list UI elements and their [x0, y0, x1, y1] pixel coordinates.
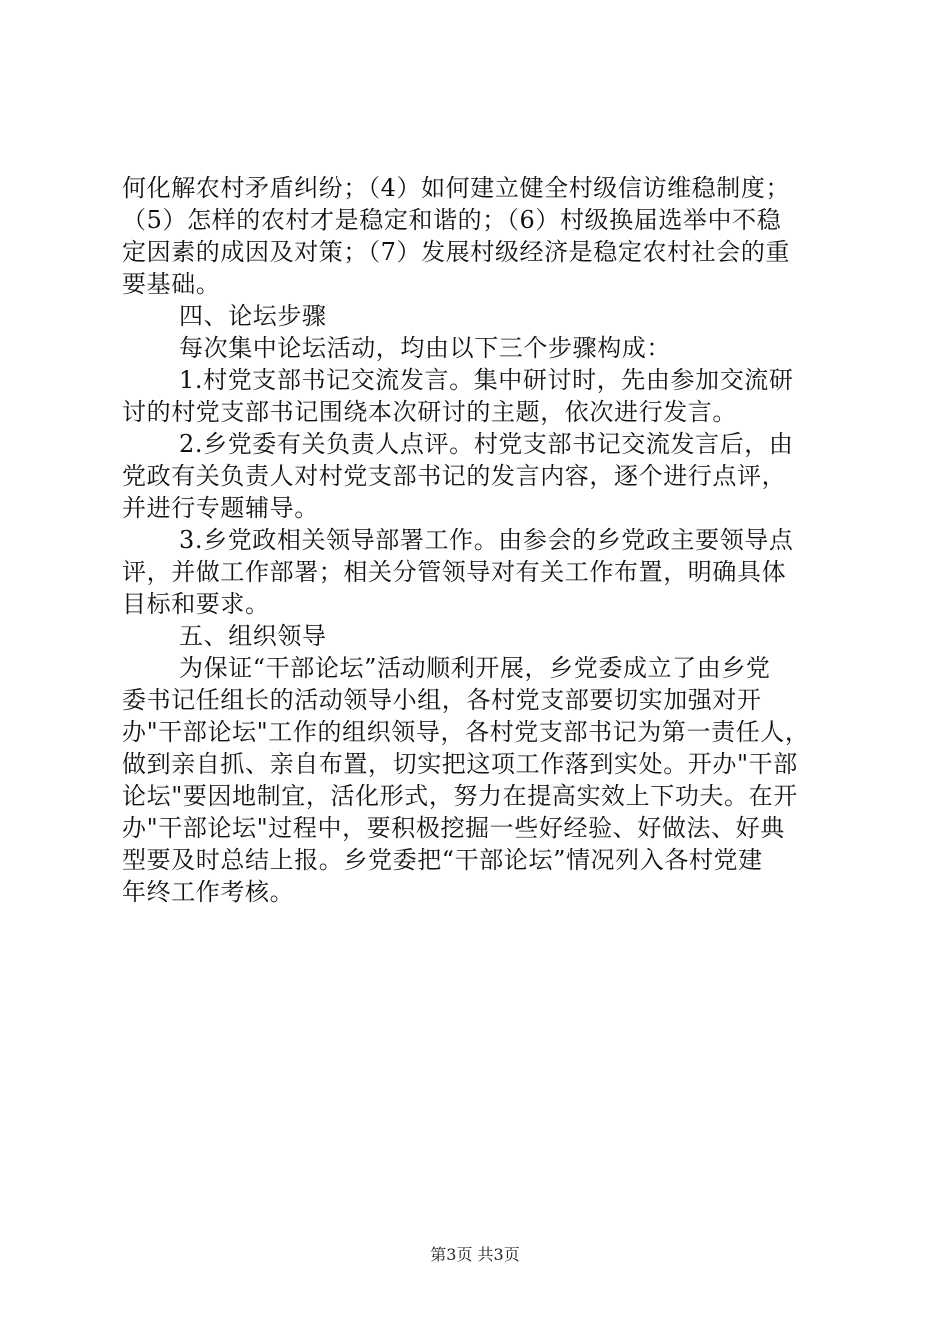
text-line: 1.村党支部书记交流发言。集中研讨时，先由参加交流研 [179, 366, 794, 394]
text-line: 党政有关负责人对村党支部书记的发言内容，逐个进行点评， [122, 462, 787, 490]
text-line: 为保证“干部论坛”活动顺利开展，乡党委成立了由乡党 [179, 654, 771, 682]
text-line: 3.乡党政相关领导部署工作。由参会的乡党政主要领导点 [179, 526, 794, 554]
text-line: 年终工作考核。 [122, 878, 295, 906]
text-line: 定因素的成因及对策；（7）发展村级经济是稳定农村社会的重 [122, 238, 791, 266]
text-line: 2.乡党委有关负责人点评。村党支部书记交流发言后，由 [179, 430, 794, 458]
text-line: 讨的村党支部书记围绕本次研讨的主题，依次进行发言。 [122, 398, 737, 426]
text-line: （5）怎样的农村才是稳定和谐的；（6）村级换届选举中不稳 [122, 206, 782, 234]
text-line: 目标和要求。 [122, 590, 270, 618]
text-line: 每次集中论坛活动，均由以下三个步骤构成： [179, 334, 671, 362]
section-heading: 五、组织领导 [179, 622, 327, 650]
text-line: 论坛"要因地制宜，活化形式，努力在提高实效上下功夫。在开 [122, 782, 798, 810]
text-line: 委书记任组长的活动领导小组，各村党支部要切实加强对开 [122, 686, 762, 714]
text-line: 办"干部论坛"工作的组织领导，各村党支部书记为第一责任人， [122, 718, 810, 746]
section-heading: 四、论坛步骤 [179, 302, 327, 330]
text-line: 评，并做工作部署；相关分管领导对有关工作布置，明确具体 [122, 558, 787, 586]
text-line: 型要及时总结上报。乡党委把“干部论坛”情况列入各村党建 [122, 846, 763, 874]
text-line: 要基础。 [122, 270, 221, 298]
text-line: 做到亲自抓、亲自布置，切实把这项工作落到实处。开办"干部 [122, 750, 798, 778]
text-line: 何化解农村矛盾纠纷；（4）如何建立健全村级信访维稳制度； [122, 174, 791, 202]
text-line: 办"干部论坛"过程中，要积极挖掘一些好经验、好做法、好典 [122, 814, 785, 842]
text-line: 并进行专题辅导。 [122, 494, 319, 522]
document-body [122, 172, 842, 908]
page-number-footer: 第3页 共3页 [430, 1245, 520, 1264]
